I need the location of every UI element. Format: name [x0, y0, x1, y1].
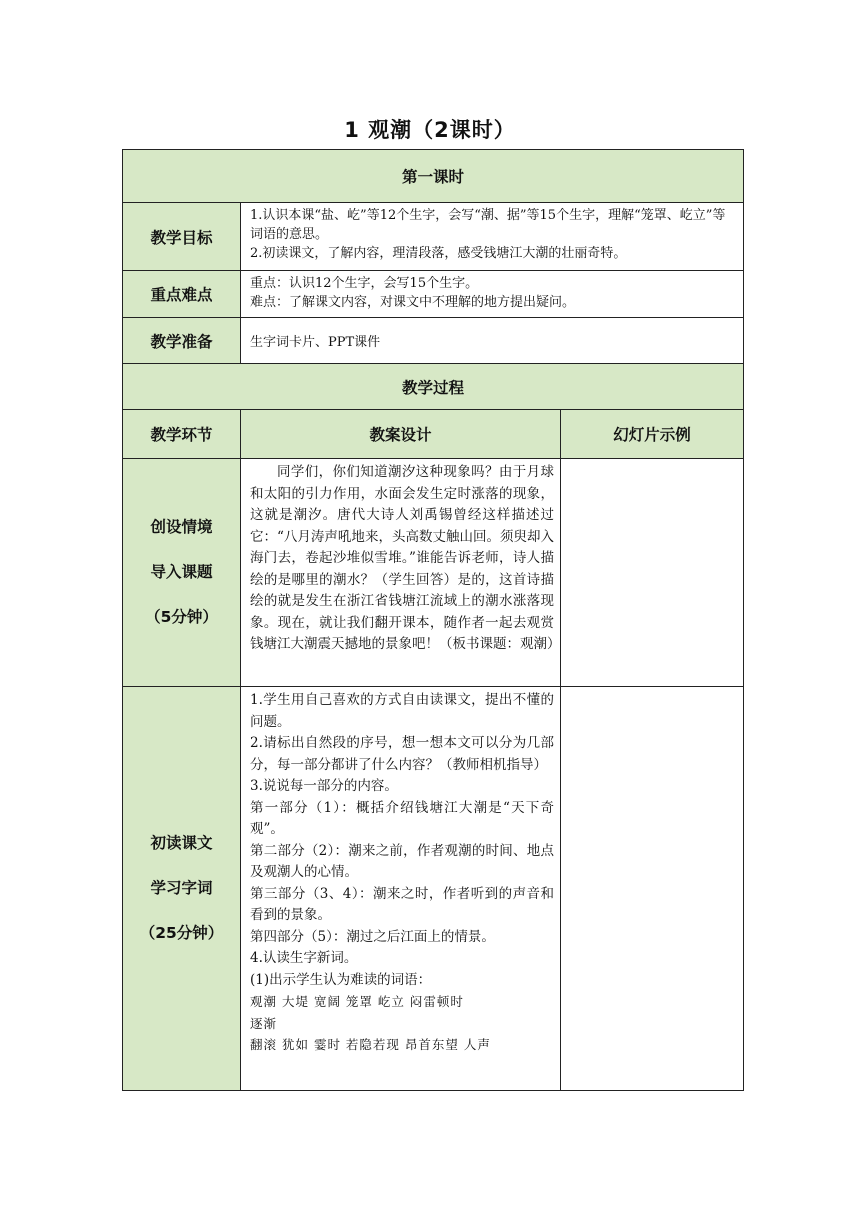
stage1-label-line-2: 导入课题 — [150, 563, 213, 581]
lesson-plan-table — [122, 149, 744, 1091]
prep-content: 生字词卡片、PPT课件 — [241, 318, 744, 364]
stage2-line-6: 第三部分（3、4）：潮来之时，作者听到的声音和看到的景象。 — [250, 885, 554, 923]
stage2-line-5: 第二部分（2）：潮来之前，作者观潮的时间、地点及观潮人的心情。 — [250, 842, 554, 880]
stage2-line-9: (1)出示学生认为难读的词语： — [250, 971, 432, 988]
key-points-content — [241, 271, 744, 318]
goals-label: 教学目标 — [123, 203, 241, 271]
key-line-2: 难点：了解课文内容，对课文中不理解的地方提出疑问。 — [250, 295, 576, 310]
stage1-text: 同学们，你们知道潮汐这种现象吗？由于月球和太阳的引力作用，水面会发生定时涨落的现象，这就是潮汐。唐代大诗人刘禹锡曾经这样描述过它：“八月涛声吼地来，头高数丈触山回。须臾却入海门去，卷起沙堆似雪堆。”谁能告诉老师，诗人描绘的是哪里的潮水？（学生回答）是的，这首诗描绘的就是发生在浙江省钱塘江流域上的潮水涨落现象。现在，就让我们翻开课本，随作者一起去观赏钱塘江大潮震天撼地的景象吧！（板书课题：观潮） — [250, 464, 561, 652]
word-row-2: 逐渐 — [250, 1015, 278, 1031]
page-title: 1 观潮（2课时） — [344, 118, 516, 142]
stage2-line-8: 4.认读生字新词。 — [250, 950, 358, 966]
stage1-slide — [561, 459, 744, 687]
stage2-label-line-1: 初读课文 — [150, 834, 213, 852]
prep-label: 教学准备 — [123, 318, 241, 364]
stage2-slide — [561, 687, 744, 1091]
stage2-label-line-3: （25分钟） — [139, 924, 224, 942]
col-design-header: 教案设计 — [241, 410, 561, 459]
word-row-3: 翻滚 犹如 霎时 若隐若现 昂首东望 人声 — [250, 1037, 491, 1052]
stage2-line-3: 3.说说每一部分的内容。 — [250, 778, 398, 794]
col-stage-header: 教学环节 — [123, 410, 241, 459]
word-row-1: 观潮 大堤 宽阔 笼罩 屹立 闷雷顿时 — [250, 994, 464, 1009]
stage1-design — [241, 459, 561, 687]
stage2-design — [241, 687, 561, 1091]
stage1-label — [123, 459, 241, 687]
goals-line-2: 2.初读课文，了解内容，理清段落，感受钱塘江大潮的壮丽奇特。 — [250, 246, 627, 261]
stage2-line-4: 第一部分（1）：概括介绍钱塘江大潮是“天下奇观”。 — [250, 799, 554, 837]
key-line-1: 重点：认识12个生字，会写15个生字。 — [250, 276, 479, 291]
goals-line-1: 1.认识本课“盐、屹”等12个生字，会写“潮、据”等15个生字，理解“笼罩、屹立”等词语的意思。 — [250, 208, 726, 242]
lesson1-header: 第一课时 — [123, 150, 744, 203]
goals-content — [241, 203, 744, 271]
stage1-label-line-3: （5分钟） — [145, 608, 218, 626]
stage2-label-line-2: 学习字词 — [150, 879, 213, 897]
stage2-line-7: 第四部分（5）：潮过之后江面上的情景。 — [250, 928, 495, 945]
key-points-label: 重点难点 — [123, 271, 241, 318]
stage1-label-line-1: 创设情境 — [150, 518, 213, 536]
stage2-label — [123, 687, 241, 1091]
process-header: 教学过程 — [123, 364, 744, 410]
col-slide-header: 幻灯片示例 — [561, 410, 744, 459]
stage2-line-2: 2.请标出自然段的序号，想一想本文可以分为几部分，每一部分都讲了什么内容？（教师相机指导） — [250, 735, 554, 773]
stage2-line-1: 1.学生用自己喜欢的方式自由读课文，提出不懂的问题。 — [250, 692, 554, 730]
